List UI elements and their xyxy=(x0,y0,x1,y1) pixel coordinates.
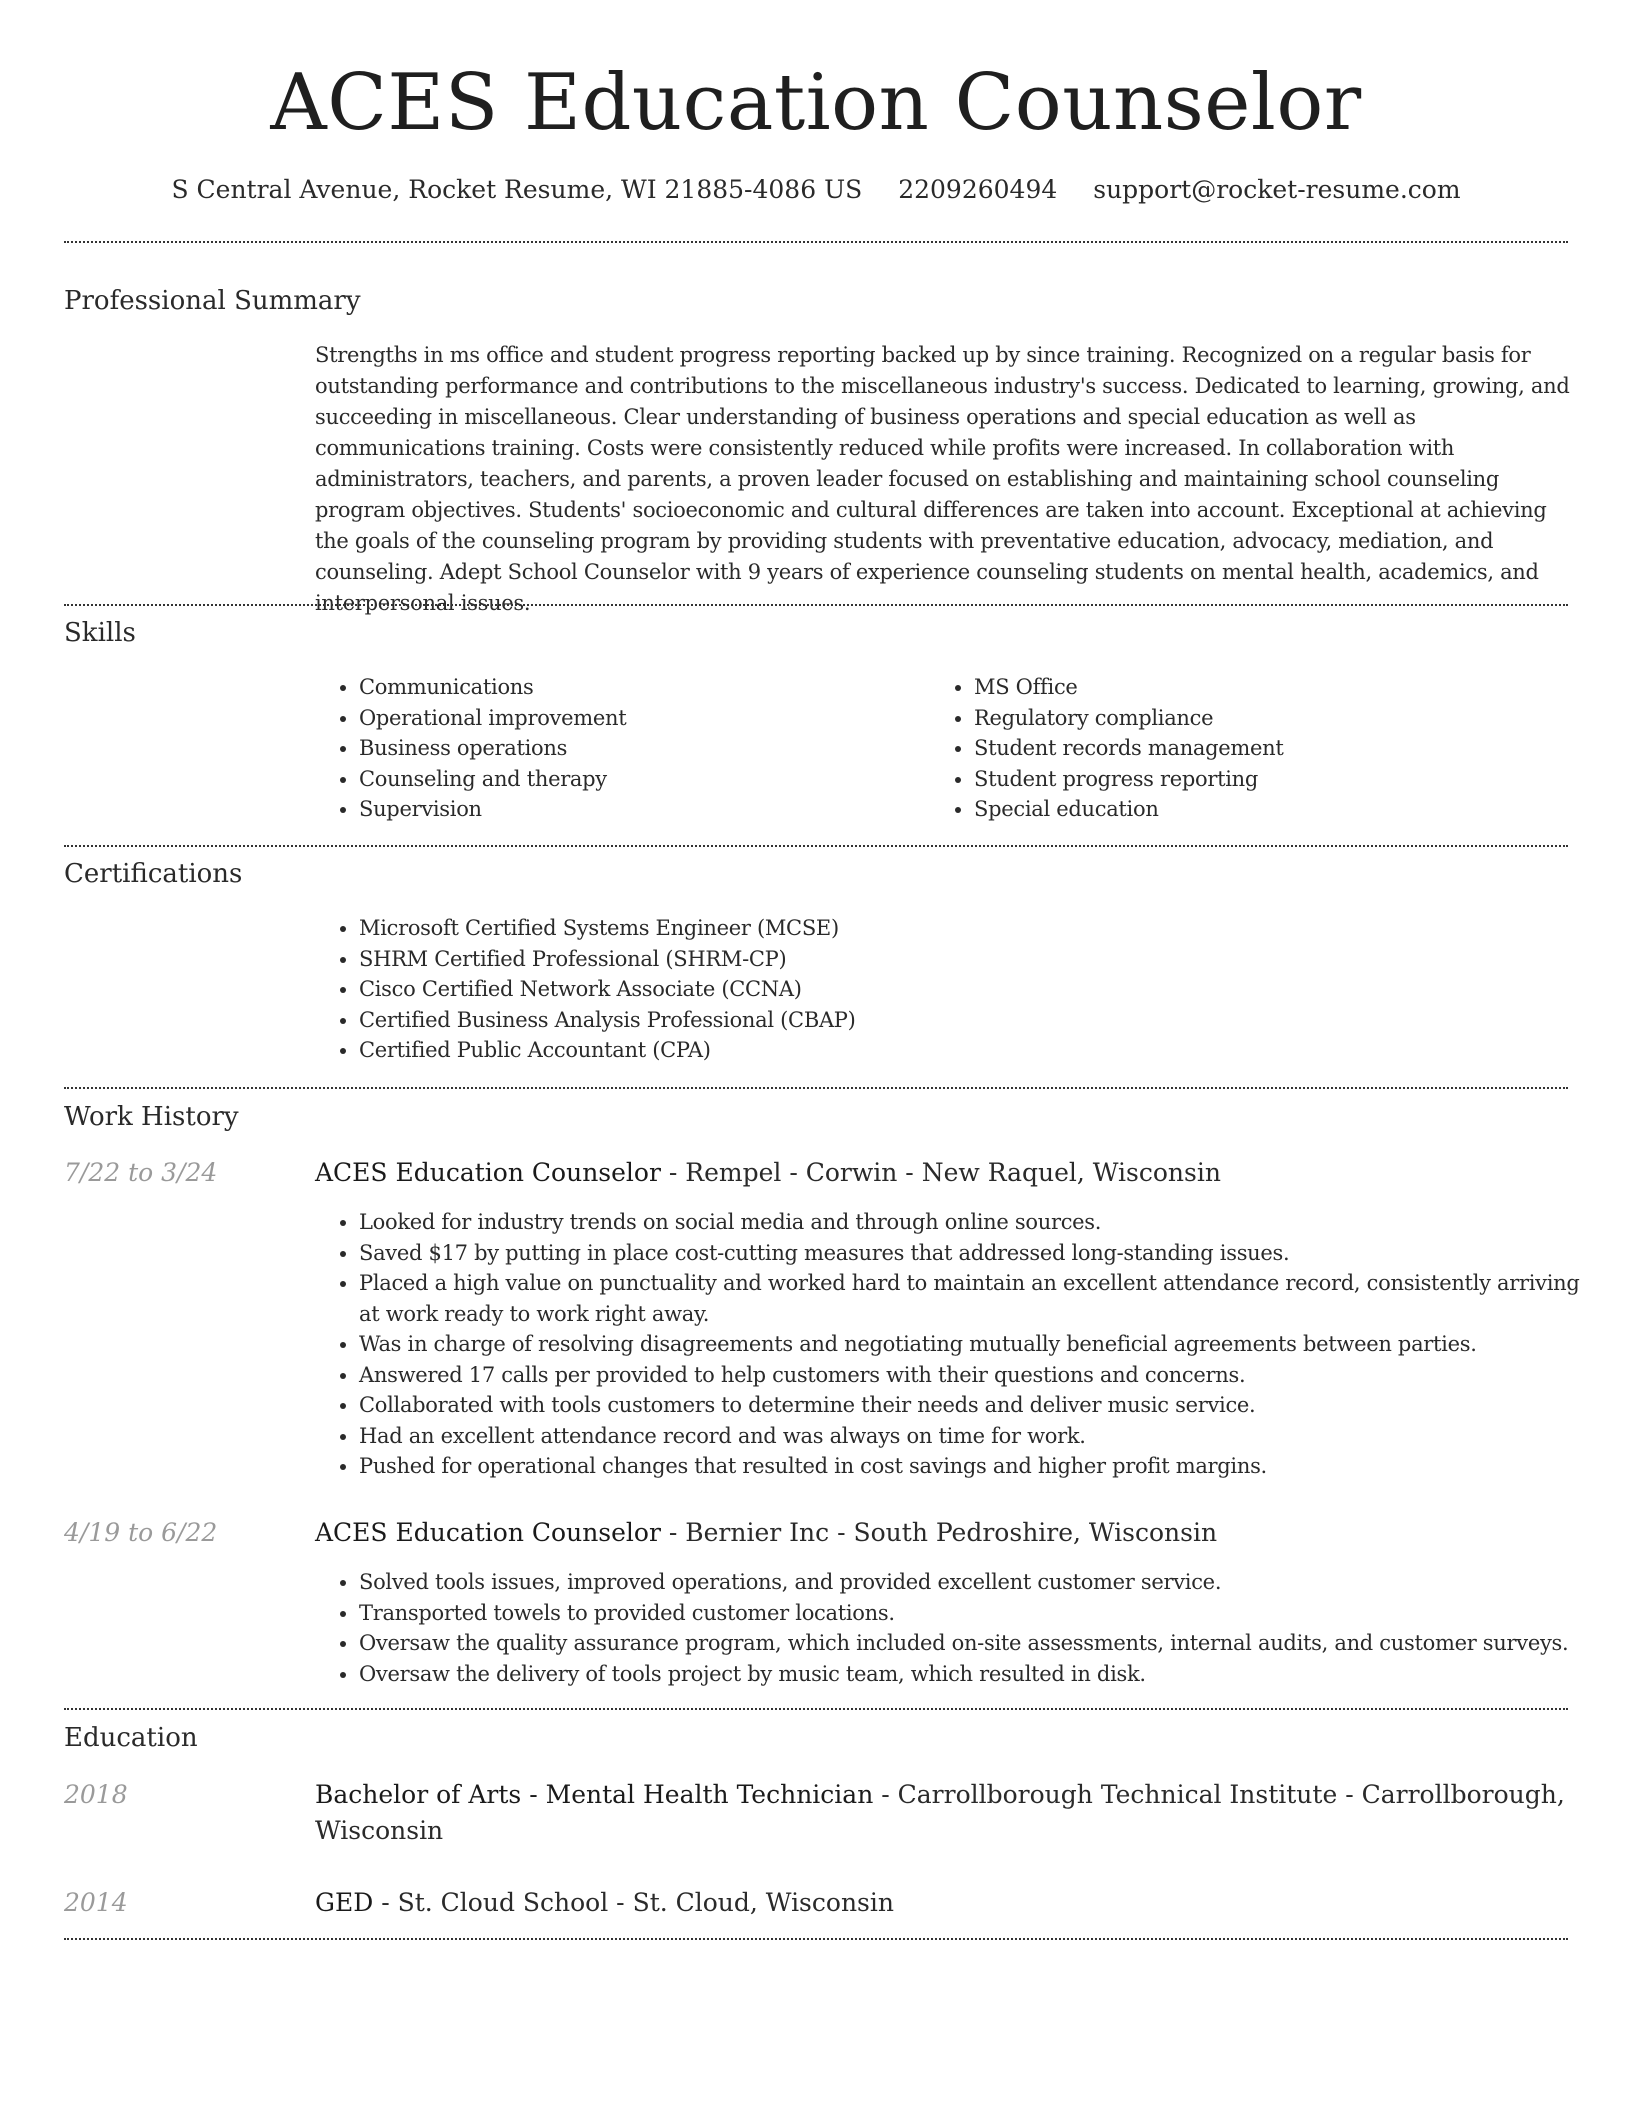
skill-item: • Student progress reporting xyxy=(974,764,1594,795)
certification-item: • SHRM Certified Professional (SHRM-CP) xyxy=(359,944,1559,975)
skill-item: • Supervision xyxy=(359,794,919,825)
skill-item: • Operational improvement xyxy=(359,703,919,734)
education-degree: GED xyxy=(315,1888,374,1917)
education-year: 2018 xyxy=(64,1780,128,1809)
skill-item: • Business operations xyxy=(359,733,919,764)
skills-list-left xyxy=(315,672,919,825)
job-bullet: • Oversaw the delivery of tools project by music team, which resulted in disk. xyxy=(359,1659,1599,1690)
job-bullet: • Collaborated with tools customers to determine their needs and deliver music service. xyxy=(359,1390,1599,1421)
skill-item: • Student records management xyxy=(974,733,1594,764)
resume-title: ACES Education Counselor xyxy=(270,58,1362,148)
job-bullet: • Saved $17 by putting in place cost-cutting measures that addressed long-standing issues. xyxy=(359,1238,1599,1269)
skill-item: • Communications xyxy=(359,672,919,703)
education-entry xyxy=(315,1777,1570,1849)
certifications-list xyxy=(315,913,1559,1066)
job-bullet: • Oversaw the quality assurance program, which included on-site assessments, internal audits, and customer surveys. xyxy=(359,1628,1599,1659)
certification-item: • Cisco Certified Network Associate (CCNA) xyxy=(359,974,1559,1005)
skill-item: • Counseling and therapy xyxy=(359,764,919,795)
section-heading-education: Education xyxy=(64,1723,198,1753)
job-heading xyxy=(315,1515,1570,1551)
divider xyxy=(64,241,1568,243)
certification-item: • Microsoft Certified Systems Engineer (MCSE) xyxy=(359,913,1559,944)
education-entry xyxy=(315,1885,1570,1921)
certification-item: • Certified Public Accountant (CPA) xyxy=(359,1035,1559,1066)
contact-line xyxy=(0,170,1632,210)
job-bullet: • Looked for industry trends on social media and through online sources. xyxy=(359,1207,1599,1238)
section-heading-skills: Skills xyxy=(64,618,136,648)
job-dates: 4/19 to 6/22 xyxy=(64,1518,218,1547)
summary-text: Strengths in ms office and student progress reporting backed up by since training. Recognized on a regular basis for outstanding performance and contributions to the miscellaneous industry's success. Dedicated to learning, growing, and succeeding in miscellaneous. Clear understanding of business operations and special education as well as communications training. Costs were consistently reduced while profits were increased. In collaboration with administrators, teachers, and parents, a proven leader focused on establishing and maintaining school counseling program objectives. Students' socioeconomic and cultural differences are taken into account. Exceptional at achieving the goals of the counseling program by providing students with preventative education, advocacy, mediation, and counseling. Adept School Counselor with 9 years of experience counseling students on mental health, academics, and interpersonal issues. xyxy=(315,343,1570,615)
job-bullet: • Had an excellent attendance record and was always on time for work. xyxy=(359,1421,1599,1452)
education-year: 2014 xyxy=(64,1888,128,1917)
certification-item: • Certified Business Analysis Professional (CBAP) xyxy=(359,1005,1559,1036)
section-heading-summary: Professional Summary xyxy=(64,286,361,316)
divider xyxy=(64,1708,1568,1710)
section-heading-certifications: Certifications xyxy=(64,859,243,889)
skill-item: • Special education xyxy=(974,794,1594,825)
skill-item: • Regulatory compliance xyxy=(974,703,1594,734)
job-bullet: • Answered 17 calls per provided to help customers with their questions and concerns. xyxy=(359,1360,1599,1391)
contact-address: S Central Avenue, Rocket Resume, WI 21885-4086 US xyxy=(171,175,863,204)
section-heading-work-history: Work History xyxy=(64,1102,239,1132)
divider xyxy=(64,845,1568,847)
job-bullets xyxy=(315,1567,1599,1689)
education-details: - St. Cloud School - St. Cloud, Wisconsin xyxy=(373,1888,894,1917)
job-bullet: • Transported towels to provided customer locations. xyxy=(359,1598,1599,1629)
job-bullet: • Pushed for operational changes that resulted in cost savings and higher profit margins. xyxy=(359,1451,1599,1482)
contact-phone: 2209260494 xyxy=(898,175,1058,204)
job-details: - Bernier Inc - South Pedroshire, Wisconsin xyxy=(660,1518,1218,1547)
skills-list-right xyxy=(930,672,1594,825)
job-title: ACES Education Counselor xyxy=(315,1518,661,1547)
divider xyxy=(64,1938,1568,1940)
contact-email: support@rocket-resume.com xyxy=(1093,175,1461,204)
divider xyxy=(64,604,1568,606)
job-bullet: • Solved tools issues, improved operations, and provided excellent customer service. xyxy=(359,1567,1599,1598)
job-dates: 7/22 to 3/24 xyxy=(64,1158,218,1187)
job-heading xyxy=(315,1155,1570,1191)
education-details: - Carrollborough Technical Institute - Carrollborough, Wisconsin xyxy=(315,1780,1565,1845)
job-title: ACES Education Counselor xyxy=(315,1158,661,1187)
job-bullet: • Was in charge of resolving disagreements and negotiating mutually beneficial agreements between parties. xyxy=(359,1329,1599,1360)
education-degree: Bachelor of Arts - Mental Health Technician xyxy=(315,1780,874,1809)
job-bullets xyxy=(315,1207,1599,1482)
divider xyxy=(64,1087,1568,1089)
skill-item: • MS Office xyxy=(974,672,1594,703)
job-bullet: • Placed a high value on punctuality and worked hard to maintain an excellent attendance record, consistently arriving at work ready to work right away. xyxy=(359,1268,1599,1329)
job-details: - Rempel - Corwin - New Raquel, Wisconsin xyxy=(660,1158,1221,1187)
